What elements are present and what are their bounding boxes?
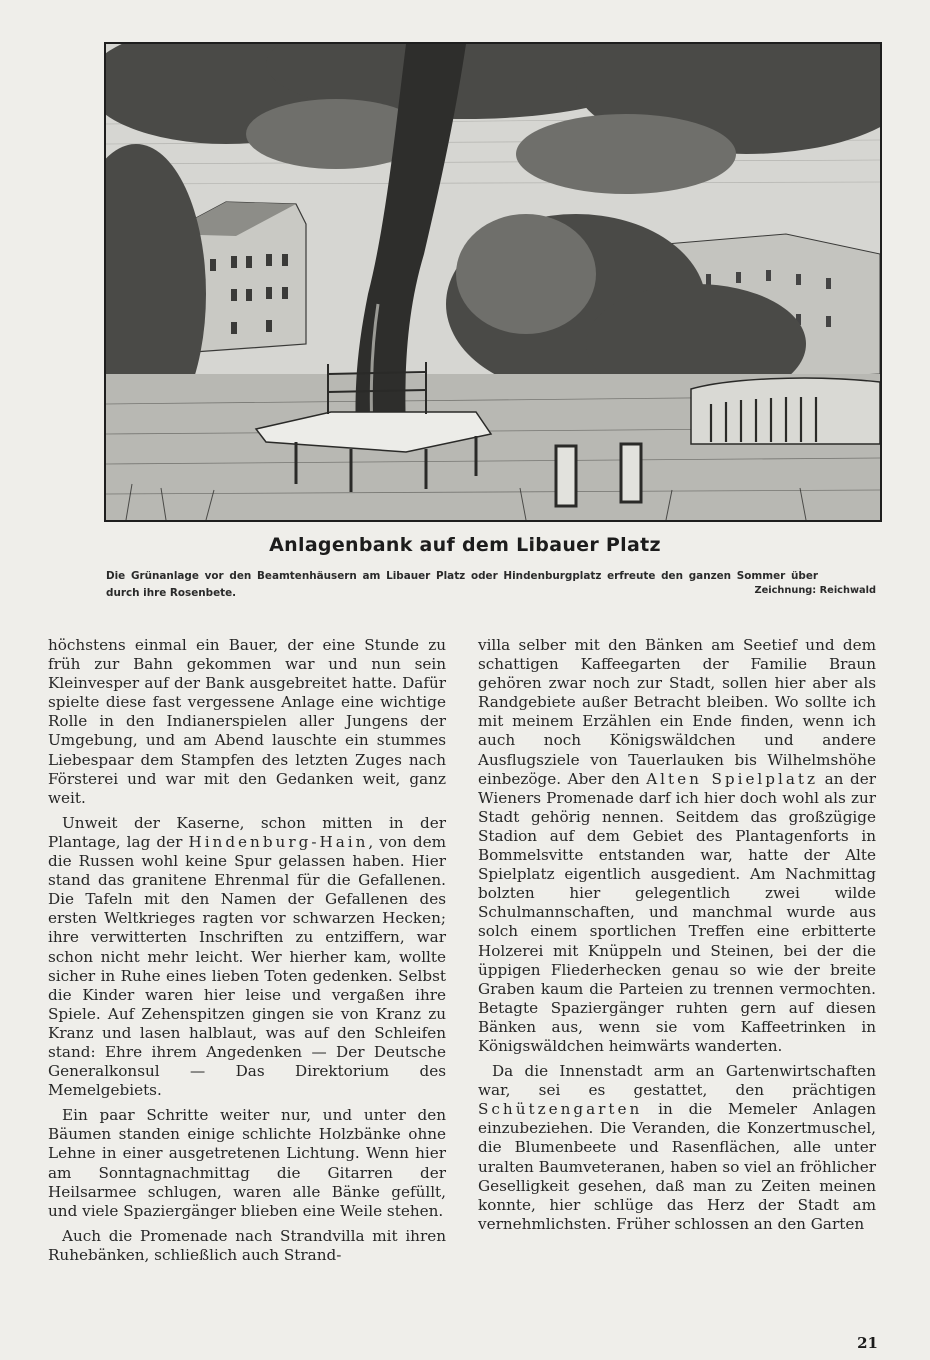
paragraph-text: villa selber mit den Bänken am Seetief und dem schattigen Kaffeegarten der Familie Braun gehören zwar noch zur Stadt, sollen hier aber als Randgebiete außer Betracht bleiben. Wo sollte ich mit meinem Erzählen ein Ende finden, wenn ich auch noch Königswäldchen und andere Ausflugsziele von Tauerlauken bis Wilhelmshöhe einbezöge. Aber den [478, 636, 876, 788]
spaced-place-name: Schützengarten [478, 1100, 643, 1119]
paragraph-text: in die Memeler Anlagen einzubeziehen. Die Veranden, die Konzertmuschel, die Blumenbeete und Rasenflächen, alle unter uralten Baumveteranen, haben so viel an fröhlicher Geselligkeit gesehen, daß man zu Zeiten meinen konnte, hier schlüge das Herz der Stadt am vernehmlichsten. Früher schlossen an den Garten [478, 1100, 876, 1233]
spaced-place-name: Alten Spielplatz [646, 769, 819, 788]
paragraph-text: Da die Innenstadt arm an Gartenwirtschaften war, sei es gestattet, den prächtigen [478, 1062, 876, 1100]
illustration-credit: Zeichnung: Reichwald [754, 585, 876, 596]
paragraph-text: an der Wieners Promenade darf ich hier doch wohl als zur Stadt gehörig nennen. Seitdem das großzügige Stadion auf dem Gebiet des Plantagenforts in Bommelsvitte entstanden war, hatte der Alte Spielplatz eigentlich ausgedient. Am Nachmittag bolzten hier gelegentlich zwei wilde Schulmannschaften, und manchmal wurde aus solch einem sportlichen Treffen eine erbitterte Holzerei mit Knüppeln und Steinen, bei der die üppigen Fliederhecken genau so wie der breite Graben kaum die Parteien zu trennen vermochten. Betagte Spaziergänger ruhten gern auf diesen Bänken aus, wenn sie vom Kaffeetrinken in Königswäldchen heimwärts wanderten. [478, 769, 876, 1055]
paragraph-text: Unweit der Kaserne, schon mitten in der Plantage, lag der [48, 813, 446, 851]
left-text-column [48, 636, 446, 1265]
paragraph [48, 814, 446, 1100]
paragraph: höchstens einmal ein Bauer, der eine Stunde zu früh zur Bahn gekommen war und nun sein Kleinvesper auf der Bank ausgebreitet hatte. Dafür spielte diese fast vergessene Anlage eine wichtige Rolle in den Indianerspielen aller Jungens der Umgebung, und am Abend lauschte ein stummes Liebespaar dem Stampfen des letzten Zuges nach Försterei und war mit den Gedanken weit, ganz weit. [48, 636, 446, 807]
paragraph-text: , von dem die Russen wohl keine Spur gelassen haben. Hier stand das granitene Ehrenmal für die Gefallenen. Die Tafeln mit den Namen der Gefallenen des ersten Weltkrieges ragten vor schwarzen Hecken; ihre verwitterten Inschriften zu entziffern, war schon nicht mehr leicht. Wer hierher kam, wollte sicher in Ruhe eines lieben Toten gedenken. Selbst die Kinder waren hier leise und vergaßen ihre Spiele. Auf Zehenspitzen gingen sie von Kranz zu Kranz und lasen halblaut, was auf den Schleifen stand: Ehre ihrem Angedenken — Der Deutsche Generalkonsul — Das Direktorium des Memelgebiets. [48, 832, 446, 1100]
caption-title: Anlagenbank auf dem Libauer Platz [269, 534, 661, 556]
caption-text: Die Grünanlage vor den Beamtenhäusern am Libauer Platz oder Hindenburgplatz erfreute den ganzen Sommer über durch ihre Rosenbete. [106, 570, 818, 599]
paragraph [478, 636, 876, 1056]
spaced-place-name: Hindenburg-Hain [188, 832, 369, 851]
paragraph: Ein paar Schritte weiter nur, und unter den Bäumen standen einige schlichte Holzbänke ohne Lehne in einer ausgetretenen Lichtung. Wenn hier am Sonntagnachmittag die Gitarren der Heilsarmee schlugen, waren alle Bänke gefüllt, und viele Spaziergänger blieben eine Weile stehen. [48, 1106, 446, 1220]
paragraph [478, 1062, 876, 1234]
park-bench-illustration [104, 42, 882, 522]
right-text-column [478, 636, 876, 1234]
page-number: 21 [857, 1334, 878, 1352]
paragraph: Auch die Promenade nach Strandvilla mit ihren Ruhebänken, schließlich auch Strand- [48, 1226, 446, 1264]
